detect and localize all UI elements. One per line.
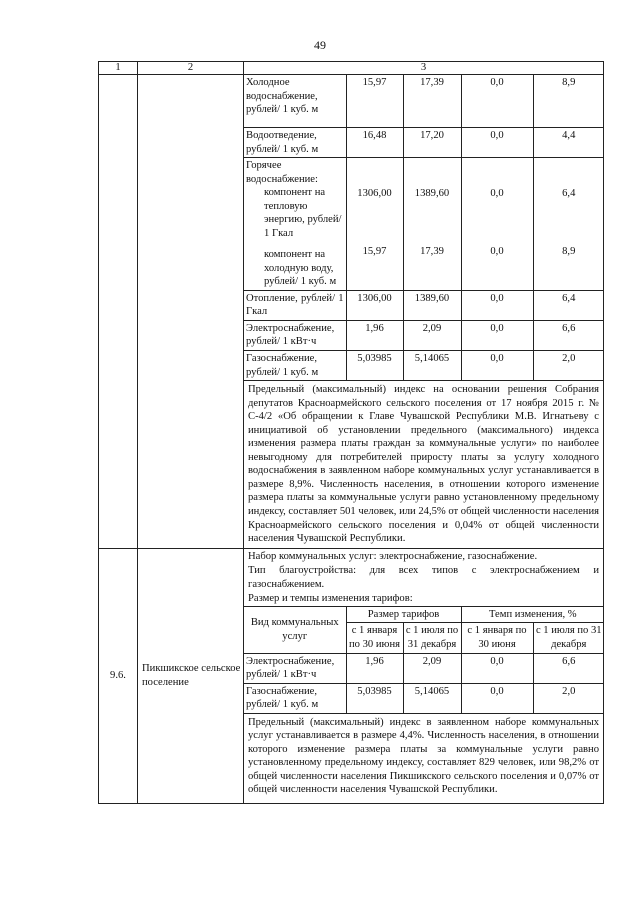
block2-name: Пикшикское сельское поселение — [138, 548, 244, 803]
value-cell: 5,14065 — [403, 683, 461, 713]
block2-tariffs-title: Размер и темпы изменения тарифов: — [248, 593, 413, 605]
column-header-period: с 1 июля по 31 декабря — [533, 623, 604, 653]
value-cell: 0,0 — [461, 683, 533, 713]
service-name: Отопление, рублей/ 1 Гкал — [244, 290, 346, 320]
block2-content — [244, 548, 604, 803]
header-col-2: 2 — [138, 62, 244, 75]
value-cell: 1389,60 — [403, 290, 461, 320]
column-header-period: с 1 января по 30 июня — [461, 623, 533, 653]
table-row — [244, 158, 604, 291]
value-cell: 6,4 8,9 — [533, 158, 604, 291]
value-cell: 0,0 — [461, 75, 533, 128]
table-row — [244, 128, 604, 158]
value-cell: 0,0 — [461, 290, 533, 320]
table-row — [244, 653, 604, 683]
table-row — [244, 351, 604, 381]
service-name: Электроснабжение, рублей/ 1 кВт·ч — [244, 653, 346, 683]
column-header-period: с 1 июля по 31 декабря — [403, 623, 461, 653]
value-cell: 8,9 — [533, 75, 604, 128]
hot-water-component-heat: компонент на тепловую энергию, рублей/ 1 Гкал — [264, 187, 342, 239]
block1-content — [244, 75, 604, 549]
value-cell: 2,0 — [533, 683, 604, 713]
column-header-kind: Вид коммунальных услуг — [244, 606, 346, 653]
value-cell: 2,09 — [403, 653, 461, 683]
column-header-period: с 1 января по 30 июня — [346, 623, 403, 653]
value-cell: 0,0 — [461, 653, 533, 683]
value-cell: 17,20 — [403, 128, 461, 158]
value-cell: 1,96 — [346, 653, 403, 683]
service-name: Водоотведение, рублей/ 1 куб. м — [244, 128, 346, 158]
service-name: Электроснабжение, рублей/ 1 кВт·ч — [244, 320, 346, 350]
block1-name — [138, 75, 244, 549]
table-row — [244, 683, 604, 713]
service-name: Газоснабжение, рублей/ 1 куб. м — [244, 683, 346, 713]
value-cell: 0,0 — [461, 128, 533, 158]
block1-number — [99, 75, 138, 549]
hot-water-component-cold: компонент на холодную воду, рублей/ 1 куб. м — [264, 249, 337, 288]
tariff-table — [98, 61, 604, 804]
block2-row — [99, 548, 604, 803]
service-name — [244, 158, 346, 291]
column-header-rate: Темп изменения, % — [461, 606, 604, 623]
header-row — [99, 62, 604, 75]
value-cell: 5,14065 — [403, 351, 461, 381]
block1-paragraph: Предельный (максимальный) индекс на основании решения Собрания депутатов Красноармейского сельского поселения от 17 ноября 2015 г. № С-4/2 «Об обращении к Главе Чувашской Республики М.В. Игнатьеву с инициативой об установлении предельного (максимального) индекса изменения размера платы граждан за коммунальные услуги» по наиболее невыгодному для потребителей приросту платы за услугу холодного водоснабжения в заявленном наборе коммунальных услуг устанавливается в размере 8,9%. Численность населения, в отношении которого изменение размера платы за коммунальные услуги равно установленному предельному индексу, составляет 501 человек, или 24,5% от общей численности населения Красноармейского сельского поселения и 0,04% от общей численности населения Чувашской Республики. — [248, 384, 600, 545]
hot-water-title: Горячее водоснабжение: — [246, 160, 318, 185]
service-name: Холодное водоснабжение, рублей/ 1 куб. м — [244, 75, 346, 128]
value-cell: 1306,00 — [346, 290, 403, 320]
value-cell: 15,97 — [346, 75, 403, 128]
value-cell: 1,96 — [346, 320, 403, 350]
block2-paragraph: Предельный (максимальный) индекс в заявленном наборе коммунальных услуг устанавливается в размере 4,4%. Численность населения, в отношении которого изменение размера платы за коммунальные услуги равно установленному предельному индексу, составляет 829 человек, или 98,2% от общей численности населения Пикшикского сельского поселения и 0,07% от общей численности населения Чувашской Республики. — [248, 716, 599, 796]
value-cell: 1306,00 15,97 — [346, 158, 403, 291]
block1-row — [99, 75, 604, 549]
value-cell: 2,09 — [403, 320, 461, 350]
value-cell: 0,0 0,0 — [461, 158, 533, 291]
value-cell: 0,0 — [461, 351, 533, 381]
value-cell: 4,4 — [533, 128, 604, 158]
value-cell: 16,48 — [346, 128, 403, 158]
page-number: 49 — [314, 38, 326, 52]
header-col-3: 3 — [244, 62, 604, 75]
header-col-1: 1 — [99, 62, 138, 75]
value-cell: 0,0 — [461, 320, 533, 350]
table-row — [244, 75, 604, 128]
table-header-row — [244, 606, 604, 623]
block2-services: Набор коммунальных услуг: электроснабжение, газоснабжение. — [248, 550, 538, 562]
value-cell: 2,0 — [533, 351, 604, 381]
value-cell: 6,6 — [533, 320, 604, 350]
table-row — [244, 320, 604, 350]
value-cell: 5,03985 — [346, 683, 403, 713]
value-cell: 5,03985 — [346, 351, 403, 381]
block2-improvement: Тип благоустройства: для всех типов с электроснабжением и газоснабжением. — [248, 565, 599, 590]
block2-number: 9.6. — [99, 548, 138, 803]
service-name: Газоснабжение, рублей/ 1 куб. м — [244, 351, 346, 381]
block2-tariff-table — [244, 606, 604, 714]
value-cell: 6,4 — [533, 290, 604, 320]
value-cell: 17,39 — [403, 75, 461, 128]
column-header-size: Размер тарифов — [346, 606, 461, 623]
value-cell: 6,6 — [533, 653, 604, 683]
table-row — [244, 290, 604, 320]
value-cell: 1389,60 17,39 — [403, 158, 461, 291]
block1-values-table — [244, 75, 604, 381]
